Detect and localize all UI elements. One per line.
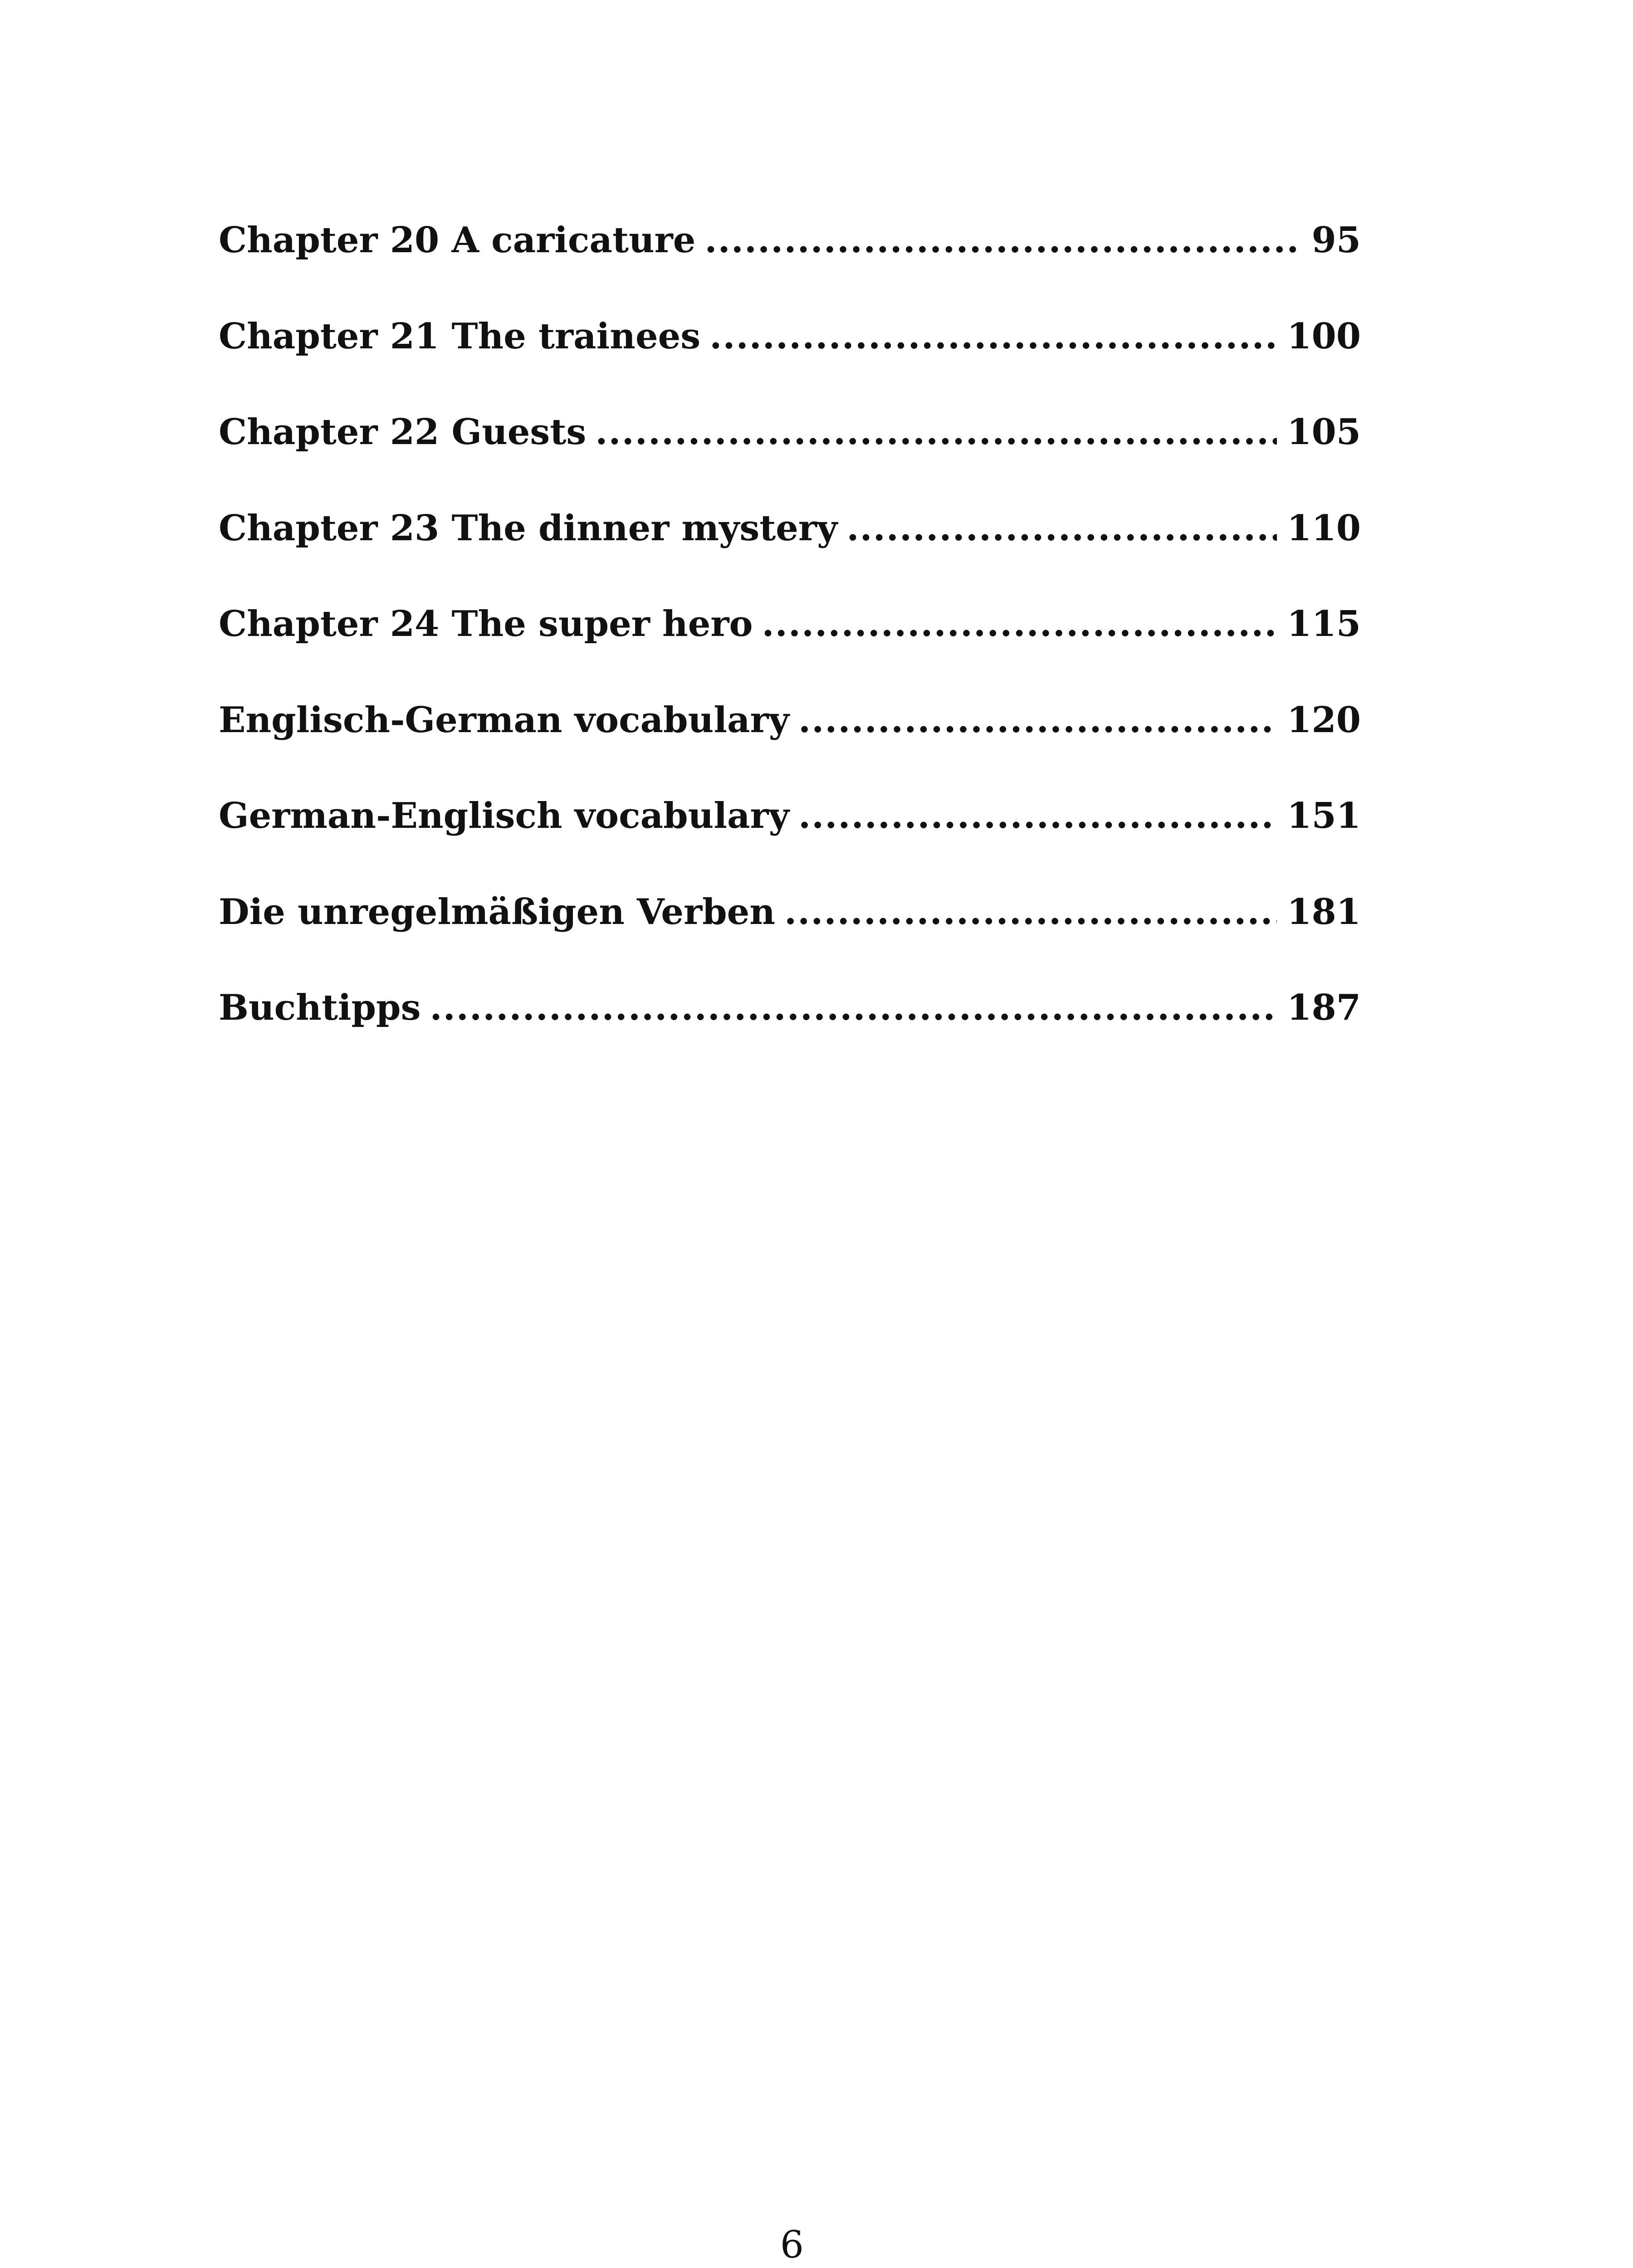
toc-entry[interactable] [219, 309, 1361, 406]
toc-entry-title: Die unregelmäßigen Verben [219, 891, 775, 933]
toc-entry-title: Chapter 23 The dinner mystery [219, 507, 838, 549]
toc-entry-page: 95 [1311, 220, 1361, 261]
toc-entry-page: 105 [1287, 411, 1361, 453]
toc-entry[interactable] [219, 405, 1361, 501]
toc-dot-leader [784, 885, 1277, 939]
toc-entry[interactable] [219, 885, 1361, 981]
toc-dot-leader [762, 597, 1277, 651]
toc-dot-leader [595, 405, 1277, 459]
toc-entry[interactable] [219, 213, 1361, 309]
toc-entry[interactable] [219, 789, 1361, 885]
toc-entry-title: Chapter 20 A caricature [219, 220, 696, 261]
toc-dot-leader [709, 309, 1277, 364]
toc-entry-title: Chapter 22 Guests [219, 411, 587, 453]
toc-entry-page: 181 [1287, 891, 1361, 933]
toc-dot-leader [798, 789, 1277, 843]
toc-entry-title: Buchtipps [219, 987, 421, 1028]
toc-entry[interactable] [219, 597, 1361, 693]
toc-entry-page: 100 [1287, 315, 1361, 357]
toc-dot-leader [430, 981, 1277, 1035]
toc-entry-title: Chapter 21 The trainees [219, 315, 701, 357]
toc-dot-leader [704, 213, 1301, 268]
toc-entry[interactable] [219, 693, 1361, 789]
toc-entry[interactable] [219, 501, 1361, 597]
table-of-contents [219, 213, 1361, 1077]
toc-entry-page: 115 [1287, 603, 1361, 645]
toc-dot-leader [846, 501, 1277, 556]
toc-entry-title: Englisch-German vocabulary [219, 699, 789, 741]
toc-entry-title: German-Englisch vocabulary [219, 795, 789, 836]
page-number: 6 [780, 2224, 804, 2267]
toc-entry-page: 120 [1287, 699, 1361, 741]
toc-entry-page: 110 [1287, 507, 1361, 549]
toc-entry-title: Chapter 24 The super hero [219, 603, 753, 645]
toc-dot-leader [798, 693, 1277, 748]
toc-entry[interactable] [219, 981, 1361, 1077]
toc-entry-page: 151 [1287, 795, 1361, 836]
toc-entry-page: 187 [1287, 987, 1361, 1028]
